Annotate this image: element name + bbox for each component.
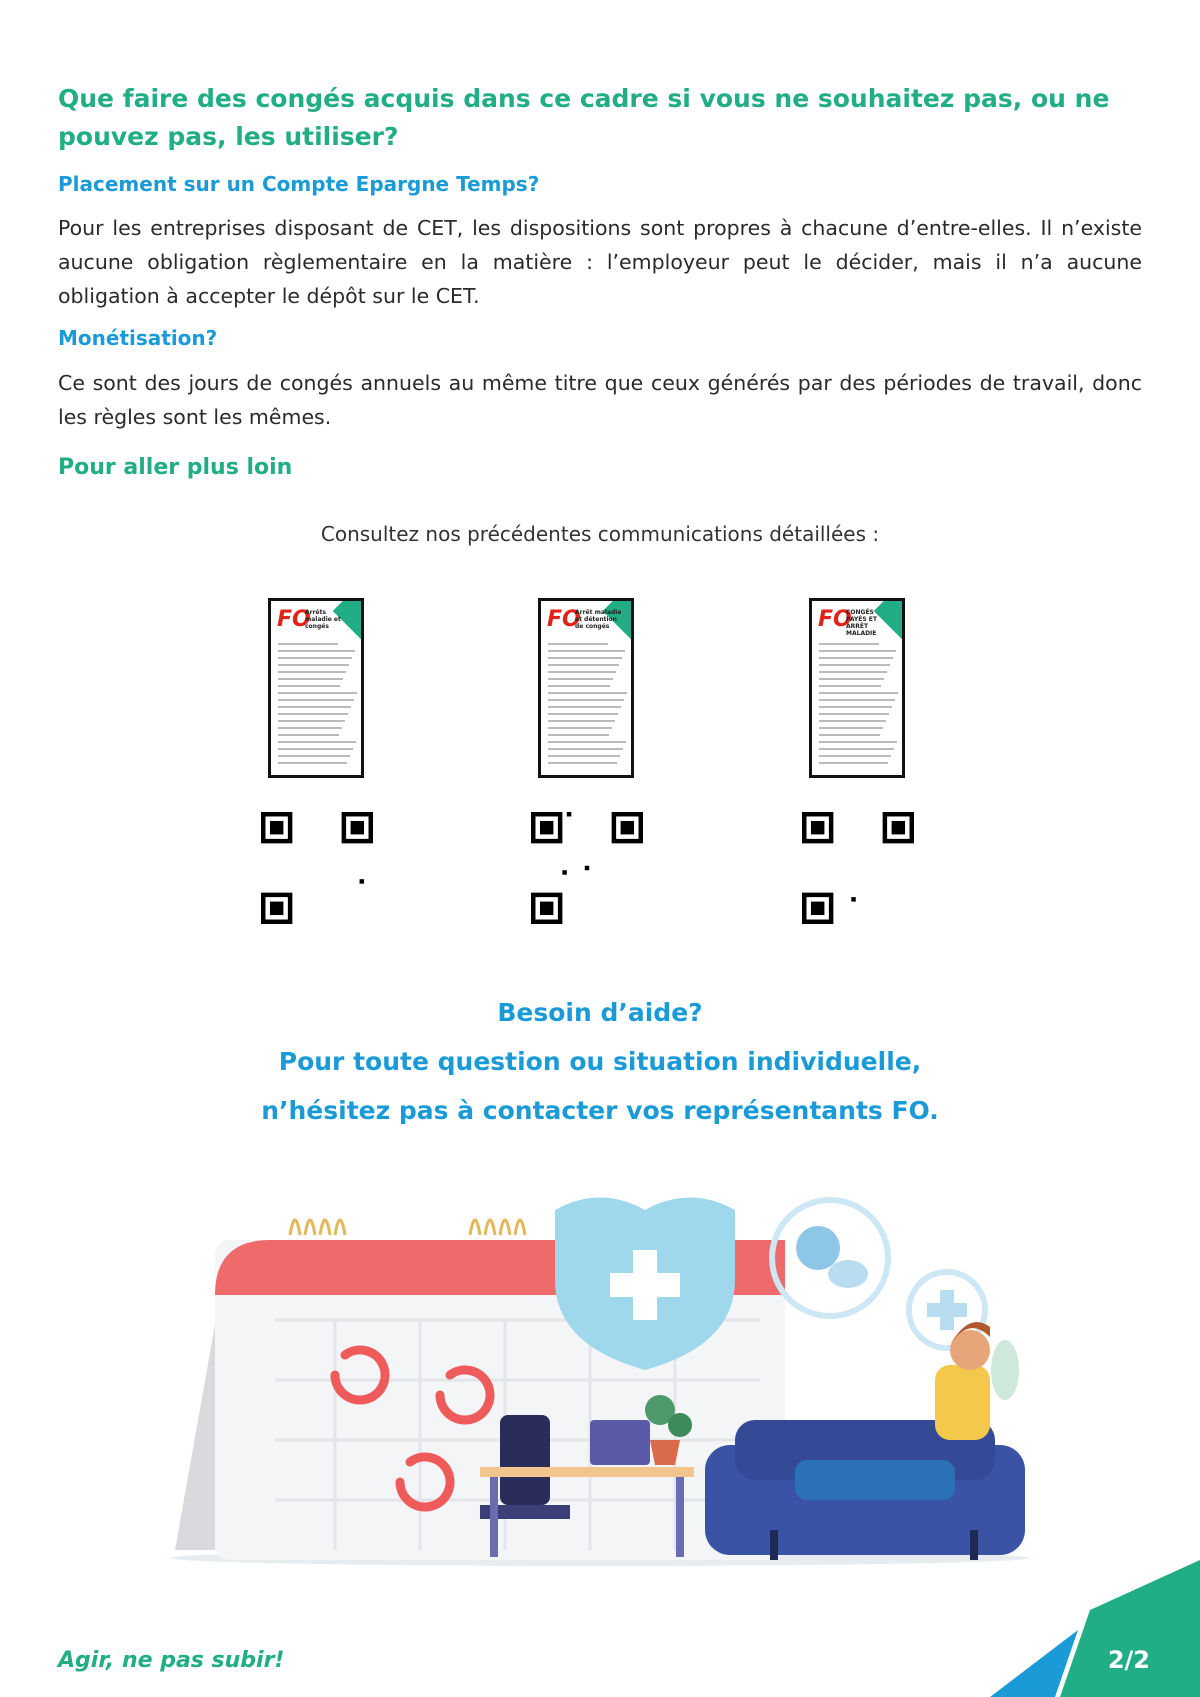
text-line [278,720,345,722]
text-line [819,664,890,666]
text-line [548,678,613,680]
footer-slogan: Agir, ne pas subir! [58,1648,285,1673]
monetisation-paragraph: Ce sont des jours de congés annuels au même titre que ceux générés par des périodes de travail, donc les règles sont les mêmes. [58,371,1142,429]
text-line [819,734,880,736]
text-line [278,741,356,743]
monetisation-heading: Monétisation? [58,326,218,350]
text-line [819,685,881,687]
text-line [548,713,618,715]
help-line-1: Pour toute question ou situation individuelle, [278,1047,922,1076]
text-line [819,671,887,673]
section-question-heading: Que faire des congés acquis dans ce cadre si vous ne souhaitez pas, ou ne pouvez pas, les utiliser? [58,84,1110,151]
text-line [819,727,883,729]
cet-paragraph: Pour les entreprises disposant de CET, les dispositions sont propres à chacune d’entre-elles. Il n’existe aucune obligation règlementaire en la matière : l’employeur peut le décider, mais il n’a aucune obligation à accepter le dépôt sur le CET. [58,216,1142,308]
text-line [548,734,609,736]
text-line [819,706,892,708]
text-line [548,706,621,708]
text-line [819,650,896,652]
text-line [548,699,624,701]
further-intro: Consultez nos précédentes communications détaillées : [320,522,880,546]
text-line [819,720,886,722]
text-line [548,685,610,687]
text-line [548,643,608,645]
help-line-2: n’hésitez pas à contacter vos représentants FO. [261,1096,939,1125]
document-thumbnail[interactable] [809,598,905,778]
text-line [548,657,622,659]
text-line [278,685,340,687]
text-line [278,762,347,764]
page-number: 2/2 [1107,1646,1150,1674]
text-line [819,748,894,750]
qr-code[interactable] [261,812,373,924]
text-line [548,727,612,729]
document-thumbnail[interactable] [268,598,364,778]
document-title: CONGÉS PAYÉS ET ARRÊT MALADIE [846,609,877,637]
text-line [548,664,619,666]
text-line [278,706,351,708]
text-line [819,741,897,743]
help-title: Besoin d’aide? [497,998,703,1027]
document-title: Arrêts maladie et congés [305,609,341,630]
qr-code[interactable] [531,812,643,924]
text-line [278,755,350,757]
text-line [278,657,352,659]
text-line [278,748,353,750]
text-line [278,692,357,694]
document-title: Arrêt maladie et détention de congés [575,609,622,630]
fo-logo: FO [547,607,581,632]
text-line [548,720,615,722]
sick-leave-illustration [0,1170,1200,1590]
page-corner-decoration [990,1560,1200,1697]
qr-code[interactable] [802,812,914,924]
fo-logo: FO [818,607,852,632]
text-line [819,678,884,680]
text-line [819,755,891,757]
text-line [278,671,346,673]
text-line [548,650,625,652]
text-line [819,699,895,701]
text-line [278,643,338,645]
text-line [548,748,623,750]
text-line [548,692,627,694]
text-line [819,762,888,764]
text-line [278,678,343,680]
text-line [819,713,889,715]
text-line [819,692,898,694]
text-line [278,664,349,666]
text-line [278,734,339,736]
text-line [819,657,893,659]
text-line [278,727,342,729]
text-line [548,762,617,764]
text-line [819,643,879,645]
text-line [278,650,355,652]
text-line [548,755,620,757]
text-line [278,713,348,715]
text-line [548,741,626,743]
cet-heading: Placement sur un Compte Epargne Temps? [58,172,540,196]
text-line [278,699,354,701]
document-thumbnail[interactable] [538,598,634,778]
fo-logo: FO [277,607,311,632]
further-heading: Pour aller plus loin [58,455,293,480]
text-line [548,671,616,673]
